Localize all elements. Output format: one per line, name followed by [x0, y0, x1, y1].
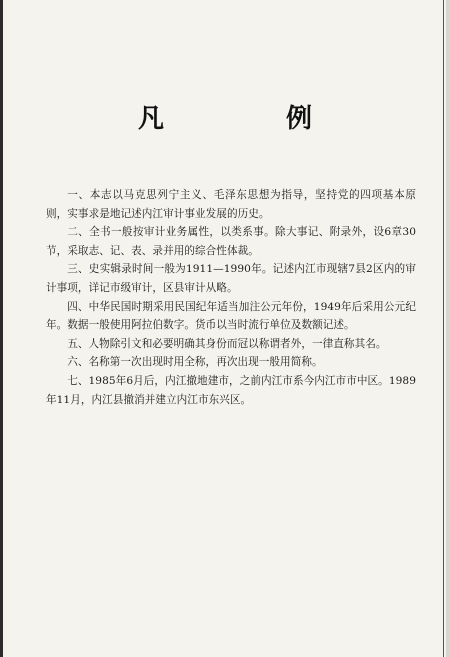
paragraph-4: 四、中华民国时期采用民国纪年适当加注公元年份，1949年后采用公元纪年。数据一般使用阿拉伯数字。货币以当时流行单位及数额记述。 — [46, 300, 416, 332]
paragraph-2: 二、全书一般按审计业务属性，以类系事。除大事记、附录外，设6章30节，采取志、记、表、录并用的综合性体裁。 — [46, 226, 416, 257]
paragraph-6: 六、名称第一次出现时用全称，再次出现一般用简称。 — [67, 356, 323, 369]
page-title: 凡 例 — [137, 104, 360, 134]
paragraph-7: 七、1985年6月后，内江撤地建市，之前内江市系今内江市市中区。1989年11月，内江县撤消并建立内江市东兴区。 — [46, 374, 416, 406]
paragraph-3: 三、史实辑录时间一般为1911—1990年。记述内江市现辖7县2区内的审计事项，详记市级审计，区县审计从略。 — [46, 263, 416, 294]
paragraph-5: 五、人物除引文和必要明确其身份而冠以称谓者外，一律直称其名。 — [67, 337, 387, 350]
paragraph-1: 一、本志以马克思列宁主义、毛泽东思想为指导，坚持党的四项基本原则，实事求是地记述内江审计事业发展的历史。 — [46, 189, 416, 220]
page-body — [46, 186, 416, 409]
